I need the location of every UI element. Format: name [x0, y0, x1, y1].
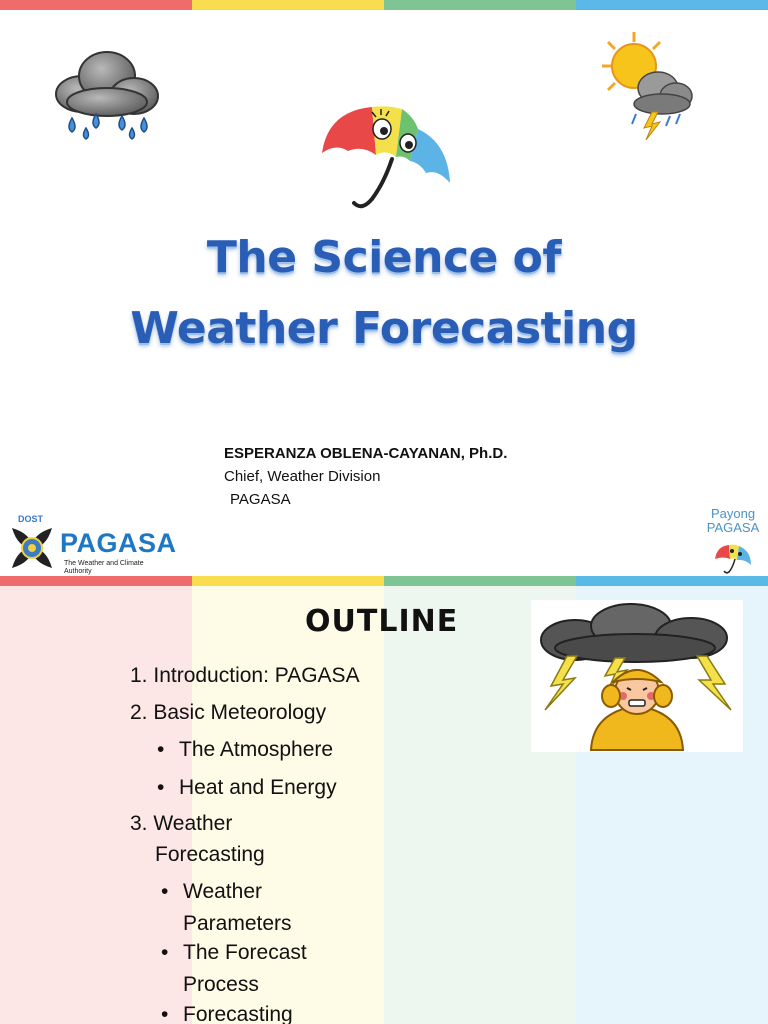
- umbrella-icon: [318, 103, 454, 215]
- title-line-1: The Science of: [206, 232, 562, 283]
- sub-item-text: Weather: [183, 880, 262, 903]
- sub-item-text-line-2: Parameters: [183, 912, 292, 935]
- rain-cloud-icon: [52, 46, 162, 146]
- bullet-icon: •: [157, 738, 165, 761]
- sub-item-text-line-2: Process: [183, 973, 259, 996]
- item-number: 2.: [130, 701, 148, 724]
- title-line-2: Weather Forecasting: [130, 303, 638, 354]
- sub-item-forecast-process: [161, 937, 307, 1001]
- outline-title: OUTLINE: [305, 604, 459, 639]
- sub-item-forecasting: [161, 999, 293, 1024]
- bullet-icon: •: [161, 1003, 169, 1024]
- item-text: Basic Meteorology: [153, 701, 327, 724]
- sub-item-text: The Atmosphere: [179, 738, 334, 761]
- payong-line-1: Payong: [710, 506, 756, 521]
- color-stripe: [0, 576, 768, 586]
- small-umbrella-icon: [713, 543, 753, 575]
- outline-item-2: [130, 697, 326, 729]
- sub-item-weather-parameters: [161, 876, 292, 940]
- outline-item-3-line-2: Forecasting: [155, 843, 265, 866]
- author-block: [224, 442, 507, 511]
- payong-pagasa-logo: [700, 507, 766, 535]
- color-stripe: [0, 0, 768, 10]
- storm-man-cartoon-icon: [531, 600, 743, 752]
- cartoon-frame: [531, 600, 743, 752]
- sub-item-text: Forecasting: [183, 1003, 293, 1024]
- payong-line-2: PAGASA: [706, 520, 760, 535]
- sub-item-text: Heat and Energy: [179, 776, 337, 799]
- sub-item-text: The Forecast: [183, 941, 307, 964]
- outline-slide: [0, 576, 768, 1024]
- pagasa-logo-mark-icon: [8, 524, 56, 572]
- item-text: Introduction: PAGASA: [153, 664, 360, 687]
- bullet-icon: •: [161, 941, 169, 964]
- bullet-icon: •: [161, 880, 169, 903]
- dost-label: DOST: [18, 514, 44, 524]
- author-org: PAGASA: [230, 491, 291, 508]
- sub-item-atmosphere: [157, 734, 334, 766]
- author-role: Chief, Weather Division: [224, 468, 381, 485]
- item-number: 3.: [130, 812, 148, 835]
- item-text: Weather: [153, 812, 233, 835]
- bullet-icon: •: [157, 776, 165, 799]
- sun-storm-icon: [594, 30, 698, 142]
- outline-item-1: [130, 660, 360, 692]
- author-name: ESPERANZA OBLENA-CAYANAN, Ph.D.: [224, 445, 508, 462]
- sub-item-heat-energy: [157, 772, 337, 804]
- pagasa-tagline: The Weather and Climate Authority: [64, 560, 144, 575]
- item-number: 1.: [130, 664, 148, 687]
- pagasa-logo-text: PAGASA: [60, 528, 177, 558]
- outline-item-3: [130, 808, 232, 840]
